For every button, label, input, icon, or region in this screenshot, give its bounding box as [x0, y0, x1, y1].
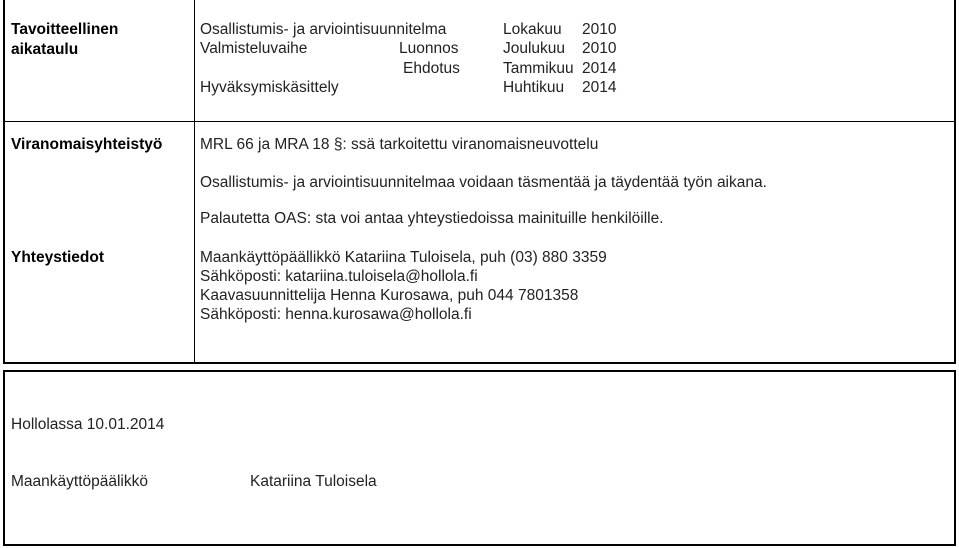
contact-line3: Kaavasuunnittelija Henna Kurosawa, puh 044 7801358 [200, 287, 579, 304]
authority-line2: Osallistumis- ja arviointisuunnitelmaa voidaan täsmentää ja täydentää työn aikana. [200, 174, 767, 191]
contact-line4: Sähköposti: henna.kurosawa@hollola.fi [200, 306, 472, 323]
signer-title: Maankäyttöpäälikkö [11, 473, 148, 490]
authority-heading: Viranomaisyhteistyö [11, 136, 163, 153]
contact-line2: Sähköposti: katariina.tuloisela@hollola.fi [200, 268, 478, 285]
schedule-heading-line1: Tavoitteellinen [11, 21, 119, 38]
schedule-year-approval: 2014 [582, 79, 617, 96]
schedule-year-proposal: 2014 [582, 60, 617, 77]
schedule-month-oas: Lokakuu [503, 21, 562, 38]
row-divider [5, 121, 954, 122]
contacts-heading: Yhteystiedot [11, 249, 105, 266]
schedule-sub-proposal: Ehdotus [403, 60, 460, 77]
schedule-year-oas: 2010 [582, 21, 617, 38]
authority-line3: Palautetta OAS: sta voi antaa yhteystiedoissa mainituille henkilöille. [200, 210, 664, 227]
schedule-month-draft: Joulukuu [503, 40, 566, 57]
schedule-year-draft: 2010 [582, 40, 617, 57]
schedule-phase-approval: Hyväksymiskäsittely [200, 79, 339, 96]
authority-line1: MRL 66 ja MRA 18 §: ssä tarkoitettu viranomaisneuvottelu [200, 136, 599, 153]
schedule-heading-line2: aikataulu [11, 41, 79, 58]
info-table [3, 0, 956, 364]
place-date: Hollolassa 10.01.2014 [11, 416, 165, 433]
contact-line1: Maankäyttöpäällikkö Katariina Tuloisela, puh (03) 880 3359 [200, 249, 607, 266]
column-divider [194, 0, 195, 362]
schedule-month-approval: Huhtikuu [503, 79, 565, 96]
schedule-phase-oas: Osallistumis- ja arviointisuunnitelma [200, 21, 447, 38]
schedule-month-proposal: Tammikuu [503, 60, 574, 77]
signature-box [3, 370, 956, 546]
schedule-sub-draft: Luonnos [399, 40, 459, 57]
schedule-phase-preparation: Valmisteluvaihe [200, 40, 308, 57]
signer-name: Katariina Tuloisela [250, 473, 377, 490]
